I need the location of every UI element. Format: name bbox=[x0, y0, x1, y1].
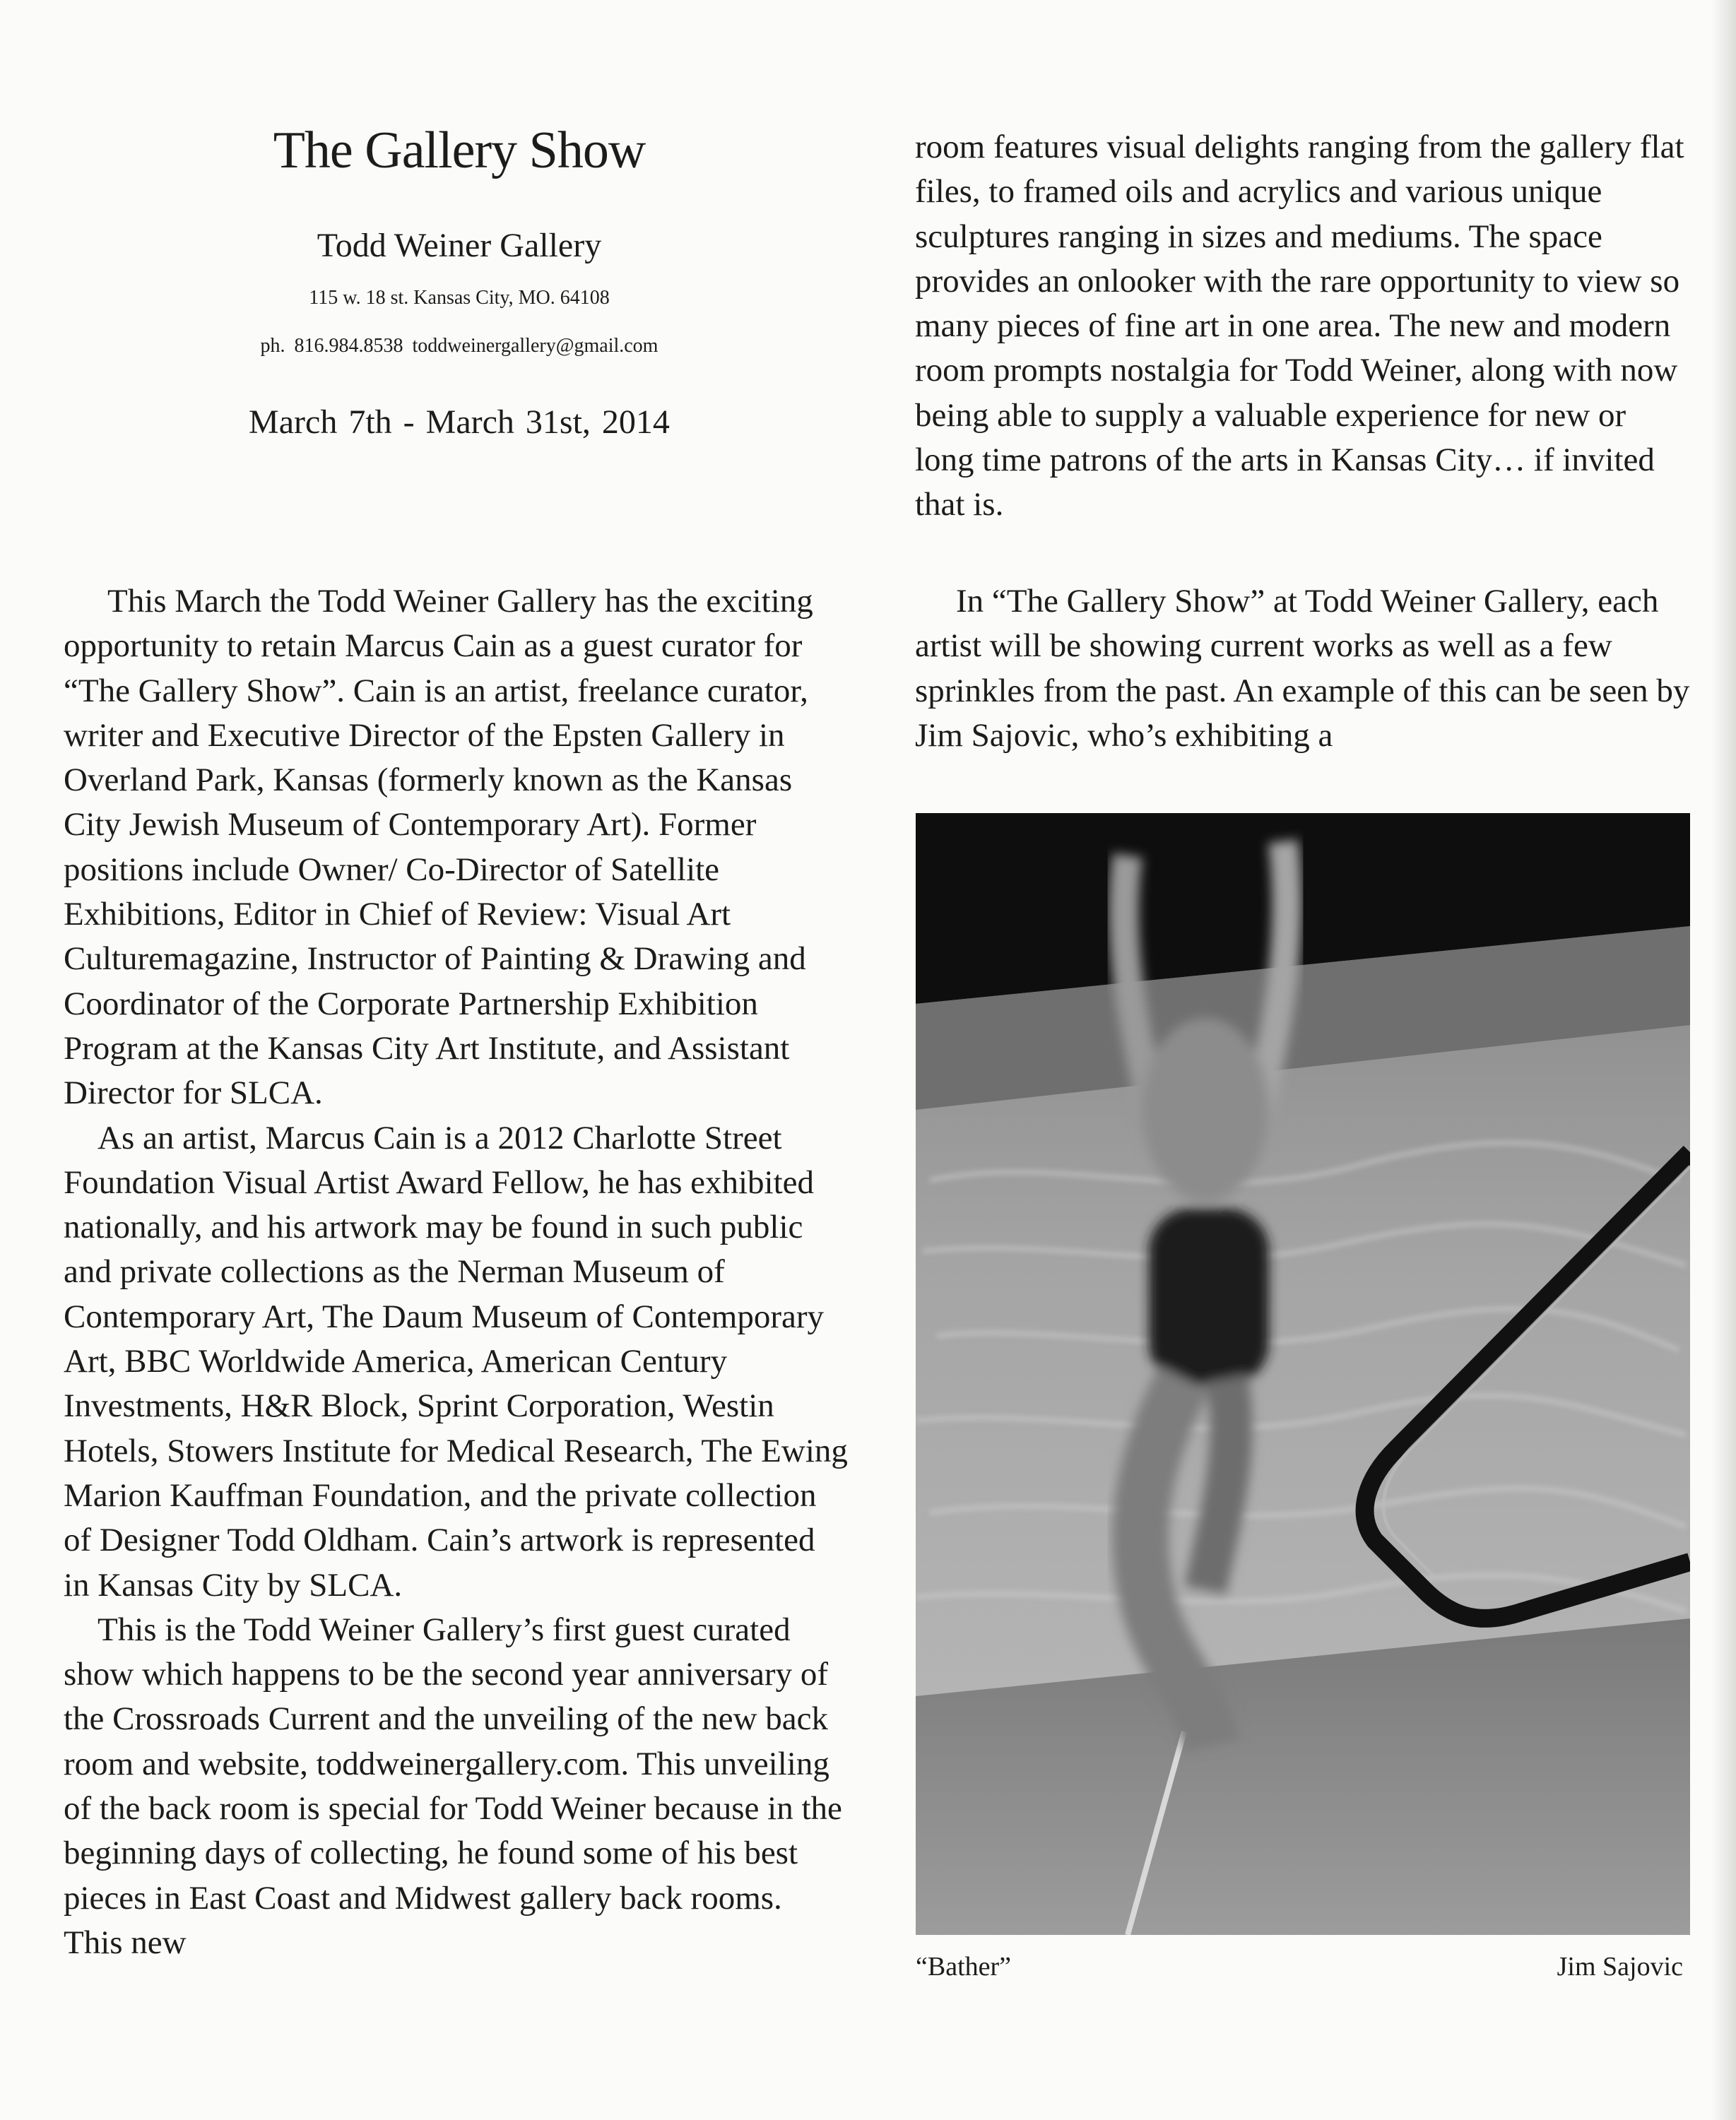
artwork-title: “Bather” bbox=[916, 1952, 1012, 1982]
gallery-address: 115 w. 18 st. Kansas City, MO. 64108 bbox=[309, 287, 610, 309]
bather-image bbox=[916, 813, 1690, 1935]
page-edge bbox=[1712, 0, 1736, 2120]
paragraph-artist: As an artist, Marcus Cain is a 2012 Charlotte Street Foundation Visual Artist Award Fellow, he has exhibited nationally, and his artwork may be found in such public and private collections as the Nerman Museum of Contemporary Art, The Daum Museum of Contemporary Art, BBC Worldwide America, American Century Investments, H&R Block, Sprint Corporation, Westin Hotels, Stowers Institute for Medical Research, The Ewing Marion Kauffman Foundation, and the private collection of Designer Todd Oldham. Cain’s artwork is represented in Kansas City by SLCA. bbox=[64, 1119, 848, 1604]
gallery-contact: ph. 816.984.8538 toddweinergallery@gmail.com bbox=[260, 335, 659, 357]
paragraph-exhibit: In “The Gallery Show” at Todd Weiner Gallery, each artist will be showing current works as well as a few sprinkles from the past. An example of this can be seen by Jim Sajovic, who’s exhibiting a bbox=[915, 583, 1690, 754]
artwork-photo bbox=[916, 813, 1690, 1935]
paragraph-back-room: This is the Todd Weiner Gallery’s first guest curated show which happens to be the second year anniversary of the Crossroads Current and the unveiling of the new back room and website, toddweinergallery.com. This unveiling of the back room is special for Todd Weiner because in the beginning days of collecting, he found some of his best pieces in East Coast and Midwest gallery back rooms. This new bbox=[64, 1611, 842, 1961]
right-column-top bbox=[915, 125, 1692, 528]
exhibition-dates: March 7th - March 31st, 2014 bbox=[249, 403, 670, 441]
article-header bbox=[28, 119, 890, 444]
paragraph-continuation: room features visual delights ranging from the gallery flat files, to framed oils and acrylics and various unique sculptures ranging in sizes and mediums. The space provides an onlooker with the rare opportunity to view so many pieces of fine art in one area. The new and modern room prompts nostalgia for Todd Weiner, along with now being able to supply a valuable experience for new or long time patrons of the arts in Kansas City… if invited that is. bbox=[915, 129, 1684, 523]
gallery-name: Todd Weiner Gallery bbox=[317, 227, 602, 264]
artwork-artist: Jim Sajovic bbox=[1557, 1952, 1683, 1982]
left-column bbox=[64, 579, 848, 1965]
page-title: The Gallery Show bbox=[273, 122, 646, 179]
paragraph-intro: This March the Todd Weiner Gallery has the exciting opportunity to retain Marcus Cain as a guest curator for “The Gallery Show”. Cain is an artist, freelance curator, writer and Executive Director of the Epsten Gallery in Overland Park, Kansas (formerly known as the Kansas City Jewish Museum of Contemporary Art). Former positions include Owner/ Co-Director of Satellite Exhibitions, Editor in Chief of Review: Visual Art Culturemagazine, Instructor of Painting & Drawing and Coordinator of the Corporate Partnership Exhibition Program at the Kansas City Art Institute, and Assistant Director for SLCA. bbox=[64, 583, 813, 1112]
right-column-middle bbox=[915, 579, 1692, 758]
